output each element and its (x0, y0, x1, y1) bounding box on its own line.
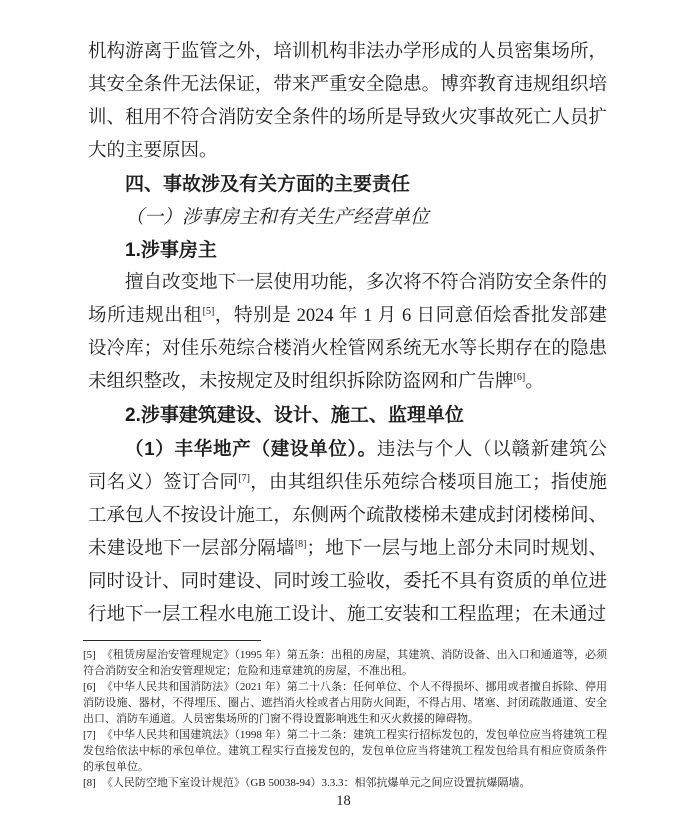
heading-item-1-landlord: 1.涉事房主 (125, 240, 217, 261)
footnote-5 (83, 647, 607, 679)
footnote-text: 《人民防空地下室设计规范》（GB 50038-94）3.3.3：相邻抗爆单元之间应设置抗爆隔墙。 (101, 777, 531, 789)
footnotes-block (83, 640, 607, 791)
paragraph-fenghua-property (88, 432, 607, 632)
text-run: ，特别是 2024 年 1 月 6 日同意佰烩香批发部建设冷库；对佳乐苑综合楼消火栓管网系统无水等长期存在的隐患未组织整改，未按规定及时组织拆除防盗网和广告牌 (88, 306, 607, 392)
footnote-text: 《租赁房屋治安管理规定》（1995 年）第五条：出租的房屋，其建筑、消防设备、出入口和通道等，必须符合消防安全和治安管理规定；危险和违章建筑的房屋，不准出租。 (83, 649, 607, 677)
footnote-8 (83, 775, 607, 791)
text-run: 擅自改变地下一层使用功能，多次将不符合消防安全条件的场所违规出租 (88, 273, 607, 326)
footnote-7 (83, 727, 607, 775)
footnote-6 (83, 679, 607, 727)
paragraph-continuation: 机构游离于监管之外，培训机构非法办学形成的人员密集场所，其安全条件无法保证，带来严重安全隐患。博弈教育违规组织培训、租用不符合消防安全条件的场所是导致火灾事故死亡人员扩大的主要原因。 (88, 42, 607, 161)
bold-lead-run: （1）丰华地产（建设单位）。 (125, 438, 377, 459)
footnote-ref-8: [8] (294, 539, 307, 550)
text-run: 违法与个人（以赣新建筑公司名义）签订合同 (88, 440, 607, 493)
page-number: 18 (336, 793, 351, 809)
footnote-text: 《中华人民共和国建筑法》（1998 年）第二十二条：建筑工程实行招标发包的，发包单位应当将建筑工程发包给依法中标的承包单位。建筑工程实行直接发包的，发包单位应当将建筑工程发包给具有相应资质条件的承包单位。 (83, 729, 607, 773)
heading-item-2-construction-units: 2.涉事建筑建设、设计、施工、监理单位 (125, 405, 464, 426)
text-run: 。 (525, 372, 544, 392)
footnote-marker: [8] (83, 777, 96, 789)
text-run: ；地下一层与地上部分未同时规划、同时设计、同时建设、同时竣工验收，委托不具有资质的单位进行地下一层工程水电施工设计、施工安装和工程监理；在未通过 (88, 539, 607, 625)
footnote-ref-6: [6] (513, 372, 526, 383)
heading-section-four: 四、事故涉及有关方面的主要责任 (125, 174, 411, 195)
footnote-separator (83, 640, 261, 641)
footnote-marker: [5] (83, 649, 96, 661)
heading-subsection-one: （一）涉事房主和有关生产经营单位 (125, 207, 430, 228)
footnote-marker: [6] (83, 681, 96, 693)
text-run: ，由其组织佳乐苑综合楼项目施工；指使施工承包人不按设计施工，东侧两个疏散楼梯未建成封闭楼梯间、未建设地下一层部分隔墙 (88, 473, 607, 559)
footnote-text: 《中华人民共和国消防法》（2021 年）第二十八条：任何单位、个人不得损坏、挪用或者擅自拆除、停用消防设施、器材，不得埋压、圈占、遮挡消火栓或者占用防火间距，不得占用、堵塞、封闭疏散通道、安全出口、消防车通道。人员密集场所的门窗不得设置影响逃生和灭火救援的障碍物。 (83, 681, 607, 725)
footnote-ref-7: [7] (238, 473, 250, 484)
footnote-marker: [7] (83, 729, 96, 741)
footnote-ref-5: [5] (202, 306, 215, 317)
paragraph-landlord-violations (88, 267, 607, 399)
